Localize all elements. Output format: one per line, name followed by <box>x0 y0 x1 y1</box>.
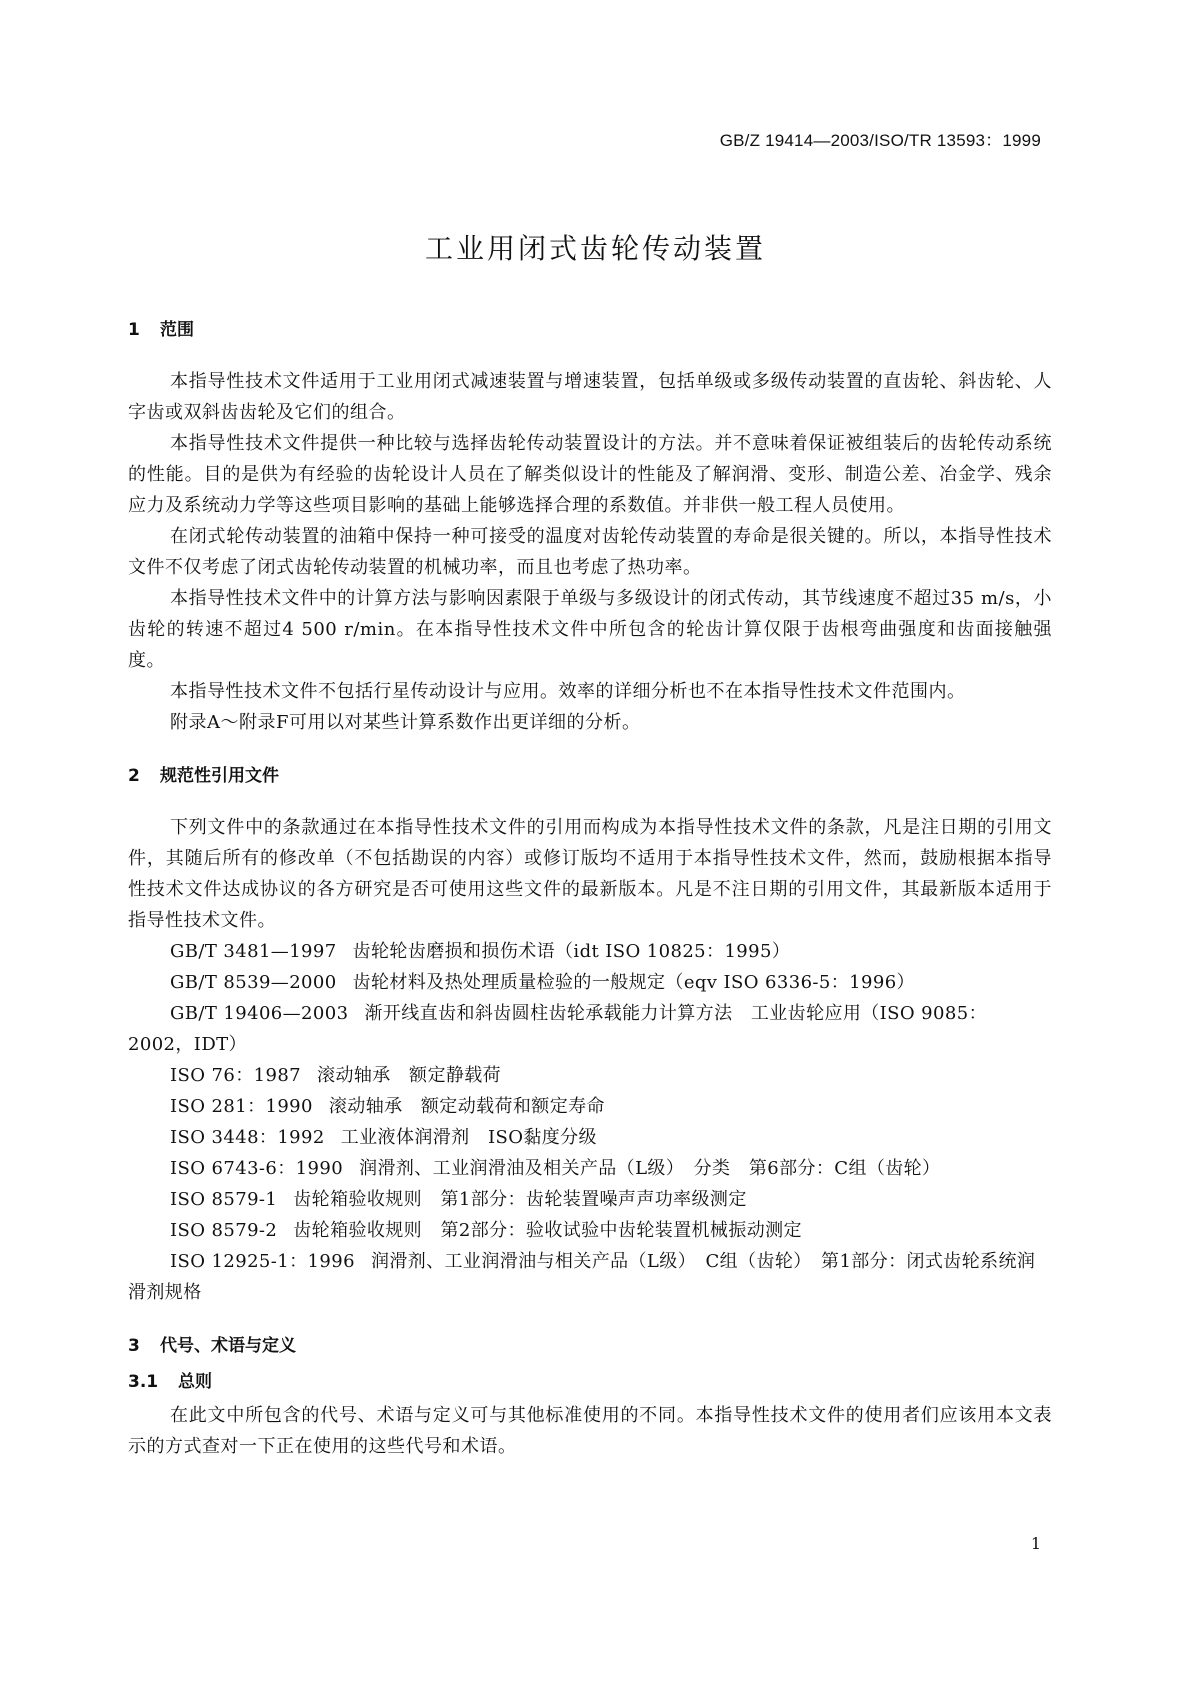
section-title: 代号、术语与定义 <box>160 1336 296 1356</box>
paragraph: 本指导性技术文件不包括行星传动设计与应用。效率的详细分析也不在本指导性技术文件范围内。 <box>170 681 966 702</box>
section-title: 规范性引用文件 <box>160 766 279 786</box>
paragraph: 附录A～附录F可用以对某些计算系数作出更详细的分析。 <box>170 712 641 733</box>
reference-item <box>128 1246 1052 1308</box>
paragraph: 在闭式轮传动装置的油箱中保持一种可接受的温度对齿轮传动装置的寿命是很关键的。所以，本指导性技术文件不仅考虑了闭式齿轮传动装置的机械功率，而且也考虑了热功率。 <box>128 526 1052 578</box>
section-title: 范围 <box>160 320 194 340</box>
reference-title: 滚动轴承 额定动载荷和额定寿命 <box>328 1096 605 1117</box>
reference-code: GB/T 3481—1997 <box>170 941 337 962</box>
section-1-heading <box>128 312 1052 348</box>
paragraph: 在此文中所包含的代号、术语与定义可与其他标准使用的不同。本指导性技术文件的使用者们应该用本文表示的方式查对一下正在使用的这些代号和术语。 <box>128 1405 1052 1457</box>
reference-title: 润滑剂、工业润滑油与相关产品（L级） C组（齿轮） 第1部分：闭式齿轮系统润滑剂规格 <box>128 1251 1036 1303</box>
reference-item <box>128 967 1052 998</box>
reference-code: ISO 3448：1992 <box>170 1127 325 1148</box>
reference-code: ISO 76：1987 <box>170 1065 302 1086</box>
section-number: 2 <box>128 766 140 786</box>
section-number: 3 <box>128 1336 140 1356</box>
reference-item <box>128 1184 1052 1215</box>
subsection-3-1-heading <box>128 1364 1052 1400</box>
reference-item <box>128 1122 1052 1153</box>
reference-title: 工业液体润滑剂 ISO黏度分级 <box>340 1127 597 1148</box>
reference-code: ISO 12925-1：1996 <box>170 1251 355 1272</box>
subsection-number: 3.1 <box>128 1372 159 1392</box>
reference-title: 润滑剂、工业润滑油及相关产品（L级） 分类 第6部分：C组（齿轮） <box>359 1158 941 1179</box>
reference-code: GB/T 8539—2000 <box>170 972 337 993</box>
page-number: 1 <box>1030 1534 1041 1553</box>
reference-code: ISO 8579-1 <box>170 1189 278 1210</box>
paragraph: 本指导性技术文件适用于工业用闭式减速装置与增速装置，包括单级或多级传动装置的直齿轮、斜齿轮、人字齿或双斜齿齿轮及它们的组合。 <box>128 371 1052 423</box>
section-2-heading <box>128 758 1052 794</box>
section-number: 1 <box>128 320 140 340</box>
reference-item <box>128 936 1052 967</box>
reference-title: 渐开线直齿和斜齿圆柱齿轮承载能力计算方法 工业齿轮应用（ISO 9085：2002，IDT） <box>128 1003 987 1055</box>
section-3-heading <box>128 1328 1052 1364</box>
reference-code: ISO 6743-6：1990 <box>170 1158 344 1179</box>
reference-item <box>128 998 1052 1060</box>
paragraph: 本指导性技术文件提供一种比较与选择齿轮传动装置设计的方法。并不意味着保证被组装后的齿轮传动系统的性能。目的是供为有经验的齿轮设计人员在了解类似设计的性能及了解润滑、变形、制造公差、冶金学、残余应力及系统动力学等这些项目影响的基础上能够选择合理的系数值。并非供一般工程人员使用。 <box>128 433 1052 516</box>
document-body <box>128 312 1052 1462</box>
reference-item <box>128 1153 1052 1184</box>
paragraph: 本指导性技术文件中的计算方法与影响因素限于单级与多级设计的闭式传动，其节线速度不超过35 m/s，小齿轮的转速不超过4 500 r/min。在本指导性技术文件中所包含的轮齿计算仅限于齿根弯曲强度和齿面接触强度。 <box>128 588 1052 671</box>
reference-code: ISO 8579-2 <box>170 1220 278 1241</box>
reference-code: ISO 281：1990 <box>170 1096 313 1117</box>
standard-number: GB/Z 19414—2003/ISO/TR 13593：1999 <box>719 131 1041 150</box>
reference-item <box>128 1091 1052 1122</box>
subsection-title: 总则 <box>178 1372 212 1392</box>
reference-code: GB/T 19406—2003 <box>170 1003 349 1024</box>
document-title: 工业用闭式齿轮传动装置 <box>424 232 766 265</box>
reference-title: 齿轮轮齿磨损和损伤术语（idt ISO 10825：1995） <box>352 941 791 962</box>
reference-title: 齿轮箱验收规则 第2部分：验收试验中齿轮装置机械振动测定 <box>293 1220 802 1241</box>
references-intro: 下列文件中的条款通过在本指导性技术文件的引用而构成为本指导性技术文件的条款，凡是注日期的引用文件，其随后所有的修改单（不包括勘误的内容）或修订版均不适用于本指导性技术文件，然而，鼓励根据本指导性技术文件达成协议的各方研究是否可使用这些文件的最新版本。凡是不注日期的引用文件，其最新版本适用于指导性技术文件。 <box>128 817 1052 931</box>
reference-title: 齿轮材料及热处理质量检验的一般规定（eqv ISO 6336-5：1996） <box>352 972 915 993</box>
reference-item <box>128 1060 1052 1091</box>
reference-title: 滚动轴承 额定静载荷 <box>317 1065 502 1086</box>
reference-item <box>128 1215 1052 1246</box>
normative-references-list <box>128 936 1052 1308</box>
reference-title: 齿轮箱验收规则 第1部分：齿轮装置噪声声功率级测定 <box>293 1189 747 1210</box>
